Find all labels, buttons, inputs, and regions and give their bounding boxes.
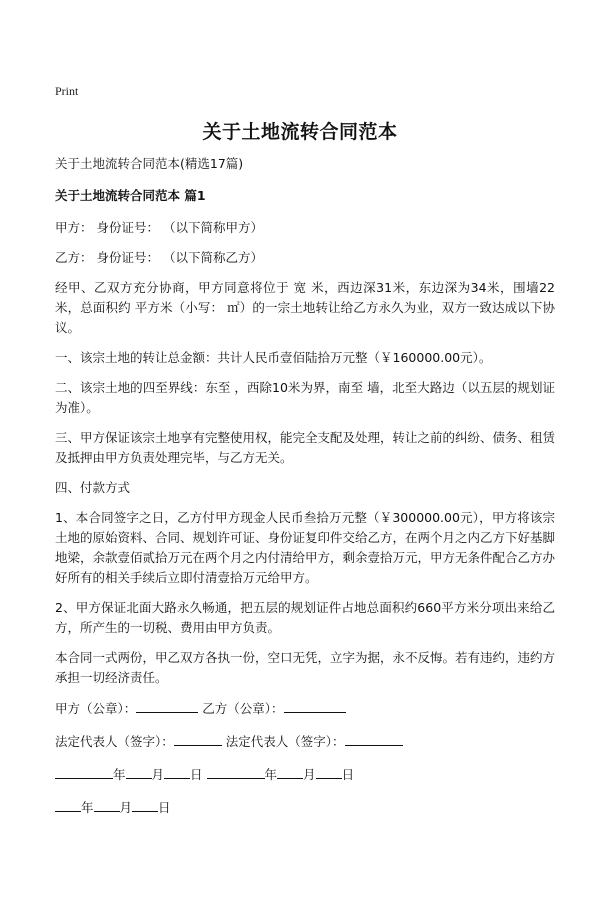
print-link[interactable]: Print [55,84,79,98]
date-a-day-label: 日 [190,767,203,782]
date-line-double [55,764,555,785]
document-subtitle: 关于土地流转合同范本(精选17篇) [55,156,244,171]
date-a-year-blank [55,764,113,779]
seal-line [55,698,555,719]
date-c-month-blank [94,797,120,812]
document-body [55,154,555,830]
date-a-year-label: 年 [113,767,126,782]
party-b-line: 乙方： 身份证号： （以下简称乙方） [55,250,263,265]
date-a-month-label: 月 [151,767,165,782]
date-c-day-blank [132,797,158,812]
clause-2: 二、该宗土地的四至界线：东至 ，西除10米为界，南至 墙，北至大路边（以五层的规划证为准）。 [55,380,555,415]
rep-a-blank [174,731,222,746]
section-heading: 关于土地流转合同范本 篇1 [55,188,206,203]
date-b-year-blank [207,764,265,779]
date-b-month-label: 月 [303,767,316,782]
representative-line [55,731,555,752]
clause-3: 三、甲方保证该宗土地享有完整使用权，能完全支配及处理，转让之前的纠纷、债务、租赁及抵押由甲方负责处理完毕，与乙方无关。 [55,430,556,465]
intro-paragraph: 经甲、乙双方充分协商，甲方同意将位于 宽 米，西边深31米，东边深为34米，围墙22米，总面积约 平方米（小写： ㎡）的一宗土地转让给乙方永久为业，双方一致达成以下协议。 [55,280,555,335]
date-c-day-label: 日 [158,800,171,815]
rep-b-blank [345,731,403,746]
clause-4-heading: 四、付款方式 [55,480,131,495]
seal-b-blank [284,698,346,713]
seal-b-label: 乙方（公章）： [202,701,284,716]
rep-b-label: 法定代表人（签字）： [225,734,345,749]
seal-a-blank [136,698,198,713]
closing-paragraph: 本合同一式两份，甲乙双方各执一份，空口无凭，立字为据，永不反悔。若有违约，违约方承担一切经济责任。 [55,650,556,685]
document-title: 关于土地流转合同范本 [202,121,398,143]
date-a-day-blank [164,764,190,779]
date-b-day-label: 日 [341,767,355,782]
date-b-year-label: 年 [264,767,278,782]
seal-a-label: 甲方（公章）： [55,701,137,716]
clause-1: 一、该宗土地的转让总金额：共计人民币壹佰陆拾万元整（￥160000.00元）。 [55,350,492,365]
date-b-month-blank [277,764,303,779]
date-line-single [55,797,555,818]
payment-item-1: 1、本合同签字之日，乙方付甲方现金人民币叁拾万元整（￥300000.00元），甲方将该宗土地的原始资料、合同、规划许可证、身份证复印件交给乙方，在两个月之内乙方下好基脚地梁，余款壹佰贰拾万元在两个月之内付清给甲方，剩余壹拾万元，甲方无条件配合乙方办好所有的相关手续后立即付清壹拾万元给甲方。 [55,510,556,585]
payment-item-2: 2、甲方保证北面大路永久畅通，把五层的规划证件占地总面积约660平方米分项出来给乙方，所产生的一切税、费用由甲方负责。 [55,600,555,635]
date-c-year-blank [55,797,81,812]
rep-a-label: 法定代表人（签字）： [55,734,174,749]
date-b-day-blank [316,764,342,779]
date-a-month-blank [126,764,152,779]
party-a-line: 甲方： 身份证号： （以下简称甲方） [55,220,263,235]
date-c-month-label: 月 [119,800,133,815]
date-c-year-label: 年 [81,800,94,815]
